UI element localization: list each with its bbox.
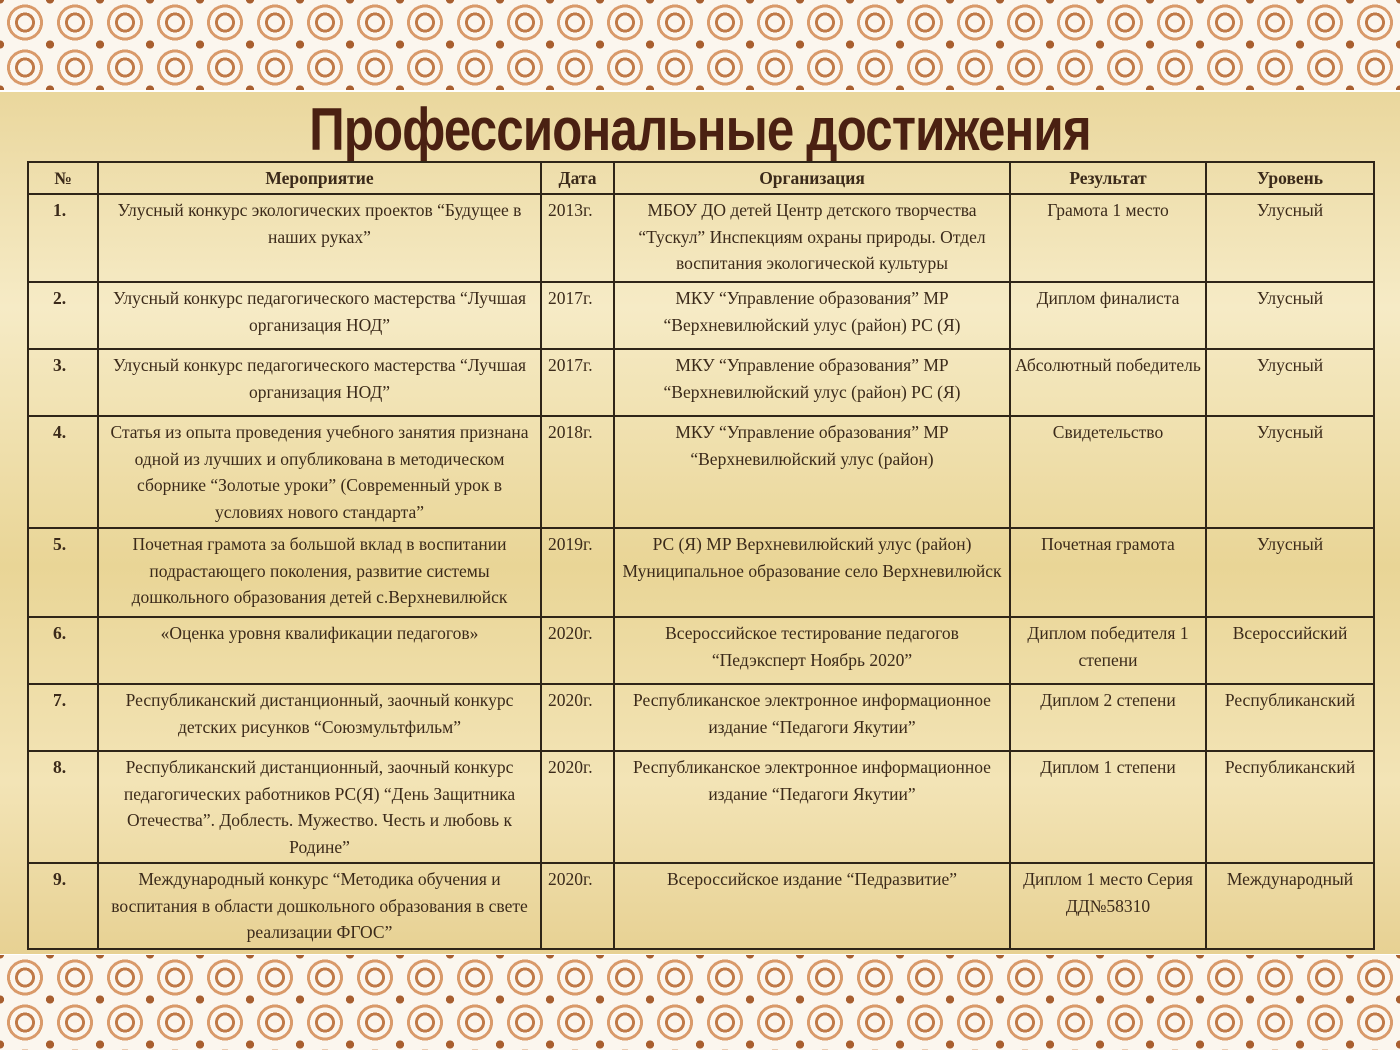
row-organization: РС (Я) МР Верхневилюйский улус (район) Муниципальное образование село Верхневилюйск [614, 528, 1010, 617]
row-organization: МБОУ ДО детей Центр детского творчества “Тускул” Инспекциям охраны природы. Отдел воспитания экологической культуры [614, 194, 1010, 282]
table-row [28, 863, 1374, 949]
header-number: № [28, 162, 98, 194]
row-level: Республиканский [1206, 751, 1374, 863]
row-result: Диплом 1 место Серия ДД№58310 [1010, 863, 1206, 949]
row-event: Международный конкурс “Методика обучения и воспитания в области дошкольного образования в свете реализации ФГОС” [98, 863, 541, 949]
row-level: Улусный [1206, 194, 1374, 282]
row-event: Улусный конкурс экологических проектов “Будущее в наших руках” [98, 194, 541, 282]
row-level: Республиканский [1206, 684, 1374, 751]
row-organization: Всероссийское тестирование педагогов “Педэксперт Ноябрь 2020” [614, 617, 1010, 684]
table-row [28, 617, 1374, 684]
row-event: Статья из опыта проведения учебного занятия признана одной из лучших и опубликована в методическом сборнике “Золотые уроки” (Современный урок в условиях нового стандарта” [98, 416, 541, 528]
table-row [28, 416, 1374, 528]
row-date: 2020г. [541, 617, 614, 684]
row-date: 2017г. [541, 282, 614, 349]
header-result: Результат [1010, 162, 1206, 194]
row-event: Улусный конкурс педагогического мастерства “Лучшая организация НОД” [98, 282, 541, 349]
table-row [28, 349, 1374, 416]
row-event: Почетная грамота за большой вклад в воспитании подрастающего поколения, развитие системы дошкольного образования детей с.Верхневилюйск [98, 528, 541, 617]
row-date: 2019г. [541, 528, 614, 617]
row-date: 2018г. [541, 416, 614, 528]
row-level: Улусный [1206, 282, 1374, 349]
row-date: 2020г. [541, 684, 614, 751]
row-level: Международный [1206, 863, 1374, 949]
table-header-row [28, 162, 1374, 194]
header-organization: Организация [614, 162, 1010, 194]
row-number: 5. [28, 528, 98, 617]
row-number: 4. [28, 416, 98, 528]
row-organization: Республиканское электронное информационное издание “Педагоги Якутии” [614, 684, 1010, 751]
row-number: 9. [28, 863, 98, 949]
page-title: Профессиональные достижения [309, 96, 1091, 163]
row-date: 2020г. [541, 751, 614, 863]
table-row [28, 282, 1374, 349]
table-row [28, 528, 1374, 617]
row-level: Улусный [1206, 349, 1374, 416]
achievements-table [27, 161, 1375, 950]
row-date: 2017г. [541, 349, 614, 416]
row-result: Абсолютный победитель [1010, 349, 1206, 416]
row-number: 8. [28, 751, 98, 863]
row-number: 2. [28, 282, 98, 349]
row-result: Свидетельство [1010, 416, 1206, 528]
row-date: 2020г. [541, 863, 614, 949]
row-number: 1. [28, 194, 98, 282]
row-organization: МКУ “Управление образования” МР “Верхневилюйский улус (район) РС (Я) [614, 349, 1010, 416]
header-date: Дата [541, 162, 614, 194]
row-number: 3. [28, 349, 98, 416]
row-organization: Всероссийское издание “Педразвитие” [614, 863, 1010, 949]
row-level: Всероссийский [1206, 617, 1374, 684]
row-result: Диплом 1 степени [1010, 751, 1206, 863]
top-ornament-border [0, 0, 1400, 90]
row-date: 2013г. [541, 194, 614, 282]
row-organization: МКУ “Управление образования” МР “Верхневилюйский улус (район) РС (Я) [614, 282, 1010, 349]
row-event: Улусный конкурс педагогического мастерства “Лучшая организация НОД” [98, 349, 541, 416]
row-event: Республиканский дистанционный, заочный конкурс детских рисунков “Союзмультфильм” [98, 684, 541, 751]
row-level: Улусный [1206, 416, 1374, 528]
row-event: «Оценка уровня квалификации педагогов» [98, 617, 541, 684]
bottom-ornament-border [0, 955, 1400, 1050]
row-result: Диплом 2 степени [1010, 684, 1206, 751]
row-event: Республиканский дистанционный, заочный конкурс педагогических работников РС(Я) “День Защитника Отечества”. Доблесть. Мужество. Честь и любовь к Родине” [98, 751, 541, 863]
table-row [28, 194, 1374, 282]
header-level: Уровень [1206, 162, 1374, 194]
row-result: Диплом победителя 1 степени [1010, 617, 1206, 684]
header-event: Мероприятие [98, 162, 541, 194]
row-result: Грамота 1 место [1010, 194, 1206, 282]
row-result: Почетная грамота [1010, 528, 1206, 617]
row-number: 7. [28, 684, 98, 751]
row-result: Диплом финалиста [1010, 282, 1206, 349]
table-row [28, 684, 1374, 751]
row-number: 6. [28, 617, 98, 684]
row-organization: Республиканское электронное информационное издание “Педагоги Якутии” [614, 751, 1010, 863]
table-row [28, 751, 1374, 863]
row-level: Улусный [1206, 528, 1374, 617]
row-organization: МКУ “Управление образования” МР “Верхневилюйский улус (район) [614, 416, 1010, 528]
